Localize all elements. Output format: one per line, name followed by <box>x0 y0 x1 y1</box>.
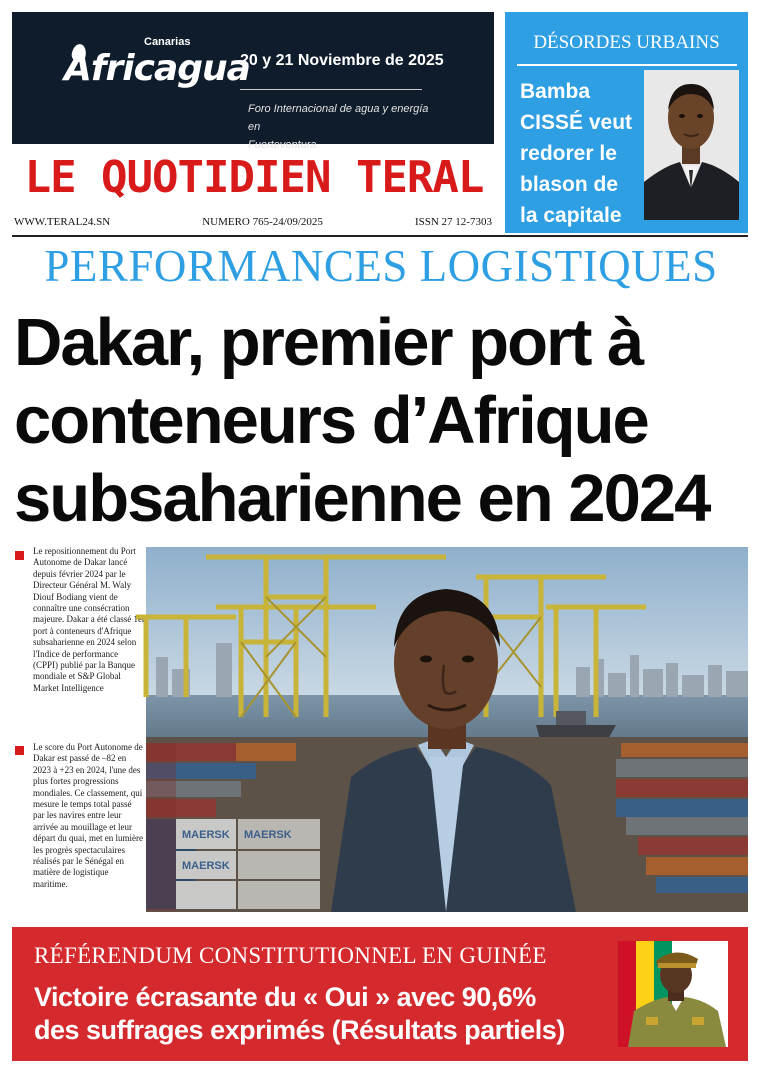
port-photo <box>146 547 748 912</box>
advert-divider <box>240 89 422 90</box>
issue-number: NUMERO 765-24/09/2025 <box>202 216 323 228</box>
section-title: PERFORMANCES LOGISTIQUES <box>44 241 718 291</box>
website-link[interactable]: WWW.TERAL24.SN <box>14 216 111 228</box>
container-label-1: MAERSK <box>182 829 230 841</box>
advert-brand-logo: Africagua <box>64 48 250 89</box>
bottom-headline-line2: des suffrages exprimés (Résultats partiels) <box>34 1015 565 1045</box>
container-label-2: MAERSK <box>182 860 230 872</box>
container-label-3: MAERSK <box>244 829 292 841</box>
leader-illustration <box>618 941 728 1047</box>
bottom-headline <box>34 981 624 1047</box>
bottom-headline-line1: Victoire écrasante du « Oui » avec 90,6% <box>34 982 536 1012</box>
main-headline-line1: Dakar, premier port à <box>14 305 643 380</box>
issn-number: ISSN 27 12-7303 <box>414 216 492 228</box>
advert-forum-line1: Foro Internacional de agua y energía en <box>248 103 429 133</box>
guinea-leader-photo <box>618 941 728 1047</box>
port-illustration <box>146 547 748 912</box>
masthead-info-row <box>14 216 492 228</box>
advert-date: 20 y 21 Noviembre de 2025 <box>240 52 444 69</box>
newspaper-masthead: LE QUOTIDIEN TERAL <box>24 152 484 203</box>
bottom-kicker: RÉFÉRENDUM CONSTITUTIONNEL EN GUINÉE <box>34 943 547 968</box>
header-rule <box>12 235 748 237</box>
bottom-banner[interactable] <box>12 927 748 1061</box>
teaser-kicker: DÉSORDES URBAINS <box>533 32 720 53</box>
advert-forum-text <box>248 100 438 154</box>
advert-brand-small: Canarias <box>144 36 191 48</box>
article-paragraph-2: Le score du Port Autonome de Dakar est passé de –82 en 2023 à +23 en 2024, l'une des plus fortes progressions mondiales. Ce classement, qui mesure le temps total passé par les navires entre leur arrivée au mouillage et leur départ du quai, met en lumière les progrès spectaculaires réalisés par le Sénégal en matière de logistique maritime. <box>33 742 143 889</box>
portrait-illustration <box>644 70 739 220</box>
teaser-headline: Bamba CISSÉ veut redorer le blason de la capitale <box>520 80 633 227</box>
teaser-box[interactable] <box>505 12 748 233</box>
africagua-advert <box>12 12 494 151</box>
main-headline <box>14 304 754 538</box>
teaser-portrait-photo <box>644 70 739 220</box>
teaser-kicker-underline <box>517 64 737 66</box>
bullet-square <box>15 746 24 755</box>
article-paragraph-1: Le repositionnement du Port Autonome de Dakar lancé depuis février 2024 par le Directeur Général M. Waly Diouf Bodiang vient de connaître une consécration majeure. Dakar a été classé 1er port à conteneurs d'Afrique subsaharienne en 2024 selon l'Indice de performance (CPPI) publié par la Banque mondiale et S&P Global Market Intelligence <box>33 546 145 693</box>
main-headline-line2: conteneurs d’Afrique <box>14 383 648 458</box>
main-headline-line3: subsaharienne en 2024 <box>14 461 710 536</box>
advert-forum-line2: Fuerteventura <box>248 139 317 151</box>
bullet-square <box>15 551 24 560</box>
